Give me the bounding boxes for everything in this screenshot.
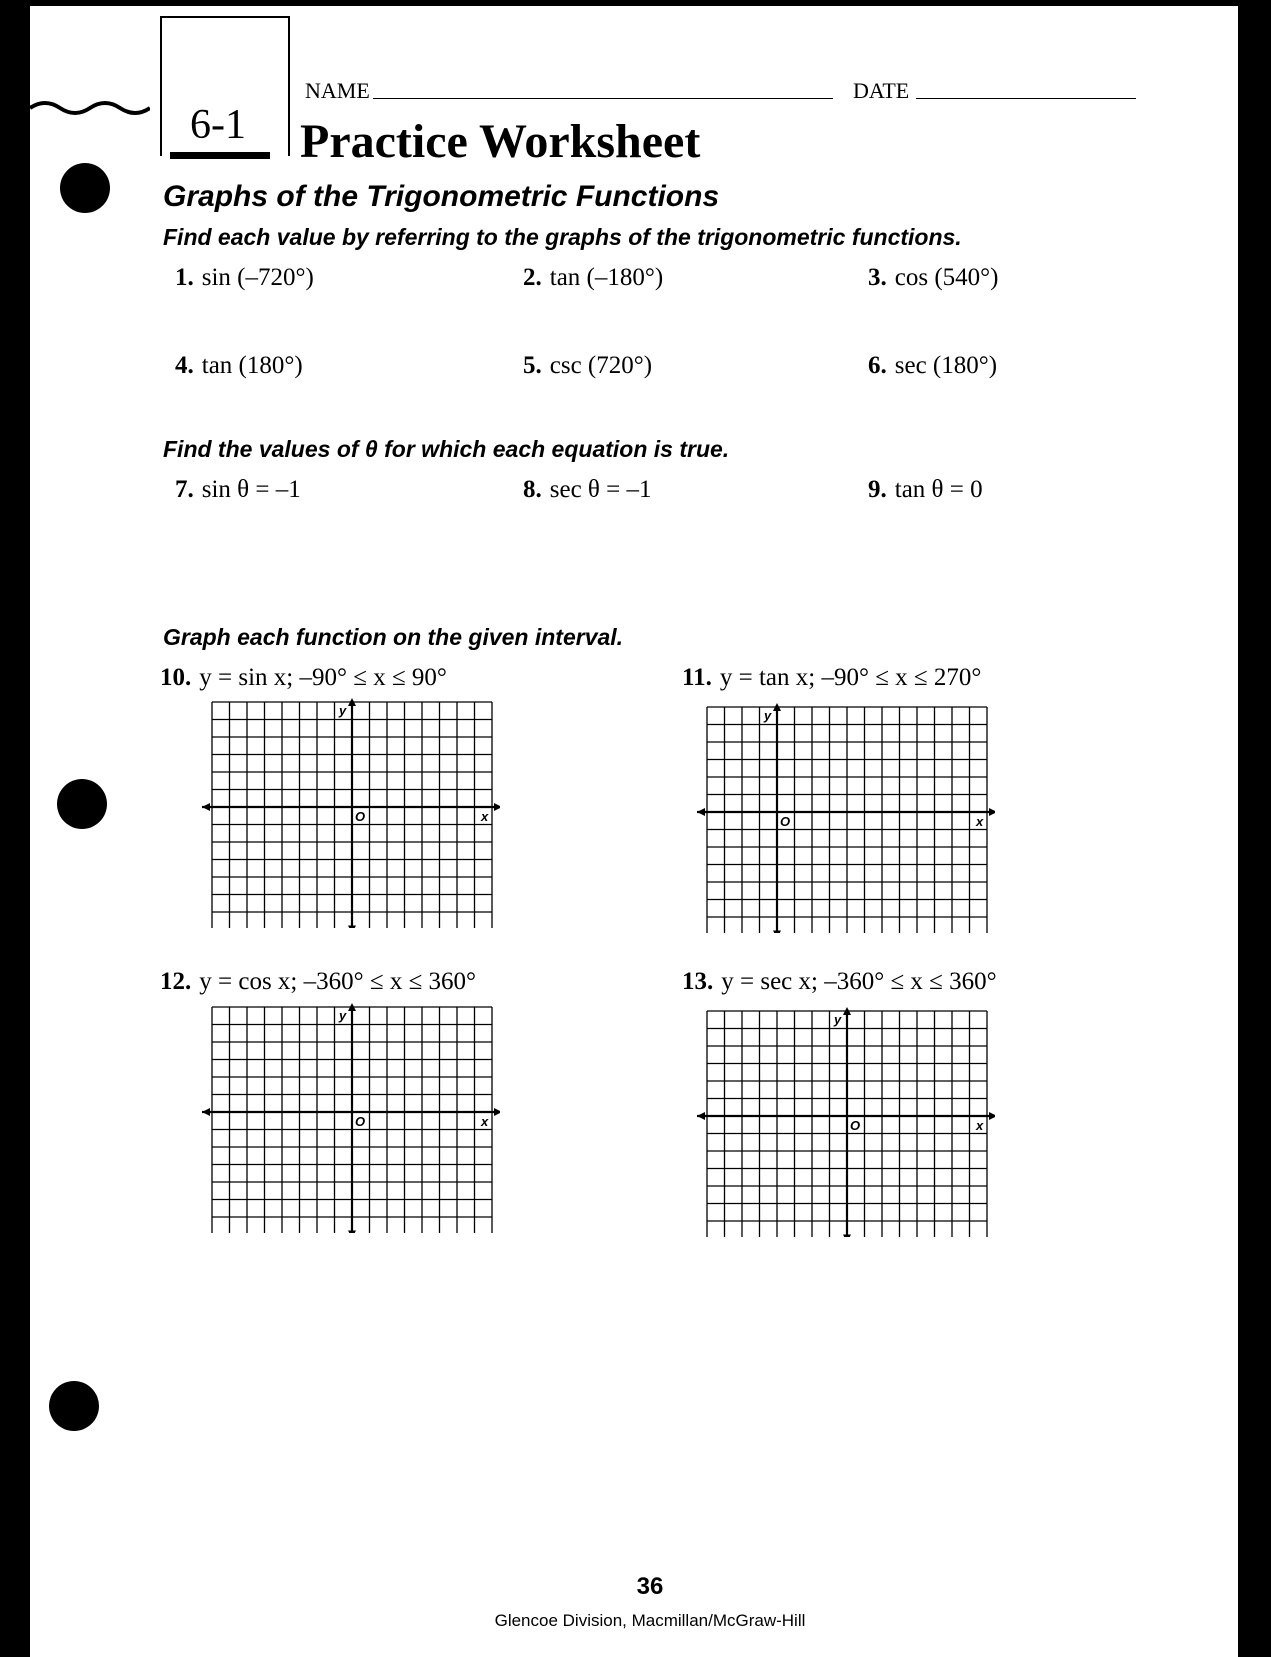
section3-instruction: Graph each function on the given interval. xyxy=(163,624,624,650)
y-axis-label: y xyxy=(764,708,772,723)
origin-label: O xyxy=(355,809,366,824)
problem-2: 2. tan (–180°) xyxy=(523,264,664,291)
y-axis-label: y xyxy=(834,1012,842,1027)
page-subtitle: Graphs of the Trigonometric Functions xyxy=(163,180,720,213)
name-label: NAME xyxy=(305,78,370,103)
problem-11: 11. y = tan x; –90° ≤ x ≤ 270° xyxy=(682,664,982,691)
x-axis-label: x xyxy=(481,1114,489,1129)
binder-hole-3 xyxy=(49,1381,99,1431)
x-axis-arrow-left xyxy=(697,1112,705,1120)
x-axis-label: x xyxy=(481,809,489,824)
publisher-credit: Glencoe Division, Macmillan/McGraw-Hill xyxy=(494,1611,806,1630)
section1-instruction: Find each value by referring to the graphs of the trigonometric functions. xyxy=(163,224,962,250)
graph-grid-10[interactable] xyxy=(200,698,500,928)
problem-8: 8. sec θ = –1 xyxy=(523,476,652,503)
y-axis-label: y xyxy=(339,1008,347,1023)
y-axis-label: y xyxy=(339,703,347,718)
lesson-tab-bar xyxy=(170,152,270,159)
problem-1: 1. sin (–720°) xyxy=(175,264,314,291)
problem-6: 6. sec (180°) xyxy=(868,352,998,379)
date-field[interactable] xyxy=(916,98,1136,99)
binder-hole-1 xyxy=(60,163,110,213)
page-title: Practice Worksheet xyxy=(300,115,701,168)
y-axis-arrow-down xyxy=(773,931,781,934)
problem-3: 3. cos (540°) xyxy=(868,264,999,291)
worksheet-page xyxy=(30,6,1238,1657)
x-axis-arrow-right xyxy=(989,1112,995,1120)
graph-grid-12[interactable] xyxy=(200,1003,500,1233)
date-label: DATE xyxy=(853,78,910,103)
y-axis-arrow-down xyxy=(843,1235,851,1238)
x-axis-arrow-left xyxy=(202,1108,210,1116)
graph-grid-13[interactable] xyxy=(695,1007,995,1237)
binder-hole-2 xyxy=(57,779,107,829)
problem-10: 10. y = sin x; –90° ≤ x ≤ 90° xyxy=(160,664,447,691)
name-field[interactable] xyxy=(373,98,833,99)
origin-label: O xyxy=(850,1118,861,1133)
problem-7: 7. sin θ = –1 xyxy=(175,476,301,503)
section2-instruction: Find the values of θ for which each equation is true. xyxy=(163,436,730,462)
x-axis-arrow-right xyxy=(494,803,500,811)
problem-13: 13. y = sec x; –360° ≤ x ≤ 360° xyxy=(682,968,997,995)
y-axis-arrow-down xyxy=(348,1231,356,1234)
x-axis-label: x xyxy=(976,1118,984,1133)
problem-9: 9. tan θ = 0 xyxy=(868,476,983,503)
x-axis-arrow-right xyxy=(989,808,995,816)
x-axis-arrow-left xyxy=(202,803,210,811)
lesson-number: 6-1 xyxy=(190,102,246,148)
problem-4: 4. tan (180°) xyxy=(175,352,303,379)
x-axis-label: x xyxy=(976,814,984,829)
x-axis-arrow-right xyxy=(494,1108,500,1116)
origin-label: O xyxy=(780,814,791,829)
page-number: 36 xyxy=(636,1573,664,1600)
torn-edge-squiggle xyxy=(30,98,150,118)
problem-5: 5. csc (720°) xyxy=(523,352,653,379)
graph-grid-11[interactable] xyxy=(695,703,995,933)
y-axis-arrow-down xyxy=(348,926,356,929)
x-axis-arrow-left xyxy=(697,808,705,816)
problem-12: 12. y = cos x; –360° ≤ x ≤ 360° xyxy=(160,968,477,995)
origin-label: O xyxy=(355,1114,366,1129)
